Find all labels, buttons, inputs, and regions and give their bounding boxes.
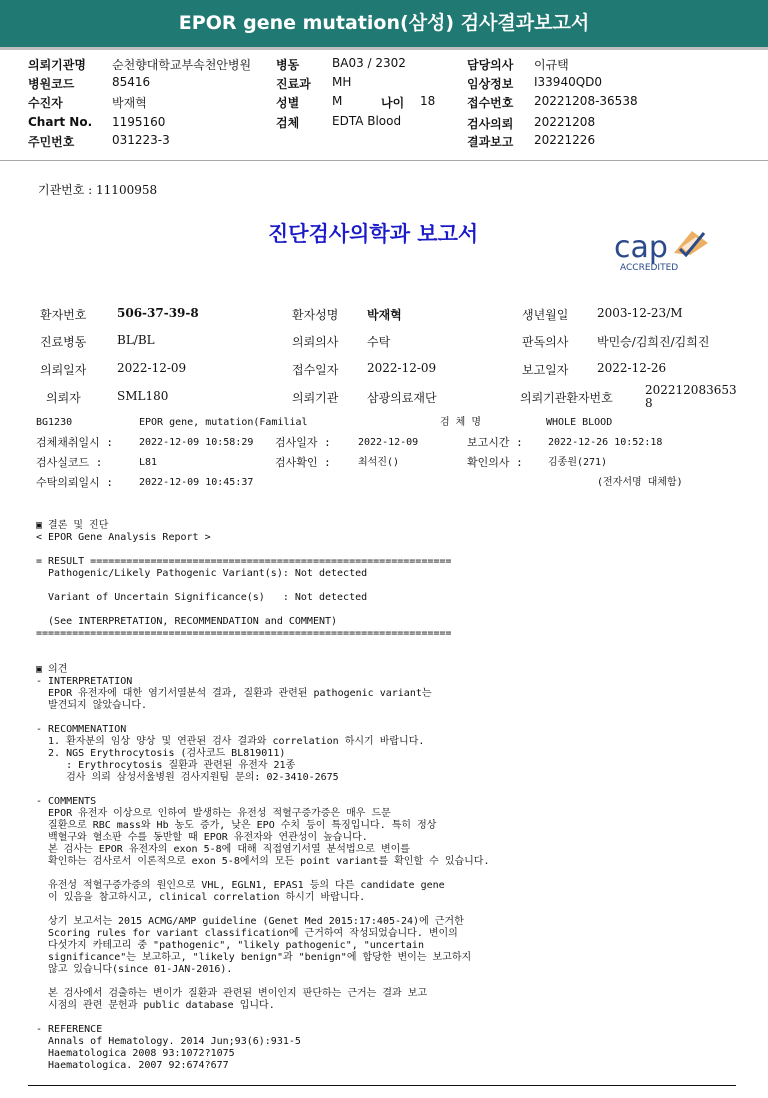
doctor-label: 확인의사 :	[467, 456, 523, 469]
recv-label: 수탁의뢰일시 :	[36, 476, 114, 489]
org-number: 기관번호 : 11100958	[38, 183, 158, 197]
specimen-label: 검 체 명	[440, 417, 482, 428]
report-line: 검사 의뢰 삼성서울병원 검사지원팀 문의: 02-3410-2675	[36, 772, 339, 783]
summary-value: 85416	[112, 75, 151, 89]
patient-value: 8	[645, 396, 653, 410]
header-divider	[0, 47, 768, 50]
signature-note: (전자서명 대체함)	[597, 477, 683, 488]
report-line: 시점의 관련 문헌과 public database 입니다.	[36, 1000, 275, 1011]
report-body	[36, 520, 489, 1072]
summary-label: 병원코드	[28, 77, 75, 91]
summary-value: 18	[420, 94, 436, 108]
report-line: 2. NGS Erythrocytosis (검사코드 BL819011)	[36, 748, 286, 759]
summary-label: 담당의사	[467, 58, 514, 72]
report-line: =====================================================================	[36, 628, 452, 639]
cap-logo-text: cap	[614, 230, 668, 265]
summary-value: 1195160	[112, 115, 166, 129]
summary-label: 접수번호	[467, 96, 514, 110]
patient-label: 환자성명	[292, 308, 339, 322]
patient-label: 의뢰기관	[292, 391, 339, 405]
patient-value: 506-37-39-8	[117, 306, 199, 320]
report-line	[36, 712, 489, 724]
doctor-value: 김종원(271)	[548, 457, 608, 468]
report-line	[36, 976, 489, 988]
report-line: 백혈구와 혈소판 수를 동반할 때 EPOR 유전자와 연관성이 높습니다.	[36, 832, 368, 843]
summary-value: 20221208-36538	[534, 94, 638, 108]
summary-label: 검사의뢰	[467, 117, 514, 131]
summary-label: 성별	[276, 96, 300, 110]
summary-value: I33940QD0	[534, 75, 603, 89]
patient-label: 의뢰기관환자번호	[520, 391, 613, 405]
collect-value: 2022-12-09 10:58:29	[139, 437, 254, 448]
report-line: (See INTERPRETATION, RECOMMENDATION and COMMENT)	[36, 616, 338, 627]
report-line: 본 검사에서 검출하는 변이가 질환과 관련된 변이인지 판단하는 근거는 결과 보고	[36, 988, 428, 999]
summary-value: BA03 / 2302	[332, 56, 406, 70]
summary-value: 031223-3	[112, 133, 170, 147]
summary-value: 순천향대학교부속천안병원	[112, 58, 252, 72]
report-line: 않고 있습니다(since 01-JAN-2016).	[36, 964, 233, 975]
summary-value: 20221226	[534, 133, 596, 147]
patient-label: 의뢰자	[46, 391, 81, 405]
report-line: : Erythrocytosis 질환과 관련된 유전자 21종	[36, 760, 296, 771]
report-line: - RECOMMENATION	[36, 724, 127, 735]
patient-label: 의뢰일자	[40, 363, 87, 377]
patient-value: SML180	[117, 389, 169, 403]
summary-value: M	[332, 94, 343, 108]
report-line	[36, 784, 489, 796]
summary-label: 검체	[276, 116, 300, 130]
patient-label: 생년월일	[522, 308, 569, 322]
bottom-divider	[28, 1085, 736, 1086]
summary-value: 20221208	[534, 115, 596, 129]
confirm-label: 검사확인 :	[275, 456, 331, 469]
test-name: EPOR gene, mutation(Familial	[139, 417, 308, 428]
collect-label: 검체채취일시 :	[36, 436, 114, 449]
report-line: 1. 환자분의 임상 양상 및 연관된 검사 결과와 correlation 하시기 바랍니다.	[36, 736, 425, 747]
patient-value: 2003-12-23/M	[597, 306, 683, 320]
report-line: < EPOR Gene Analysis Report >	[36, 532, 211, 543]
report-line	[36, 904, 489, 916]
patient-label: 접수일자	[292, 363, 339, 377]
report-line	[36, 1012, 489, 1024]
report-line: - INTERPRETATION	[36, 676, 133, 687]
report-line: Haematologica. 2007 92:674?677	[36, 1060, 229, 1071]
report-title: EPOR gene mutation(삼성) 검사결과보고서	[0, 0, 768, 47]
patient-value: 수탁	[367, 335, 391, 349]
summary-value: EDTA Blood	[332, 114, 402, 128]
report-line: = RESULT ============================================================	[36, 556, 452, 567]
summary-value: MH	[332, 75, 352, 89]
patient-label: 환자번호	[40, 308, 87, 322]
summary-label: 진료과	[276, 77, 311, 91]
report-line	[36, 544, 489, 556]
summary-label: 임상정보	[467, 77, 514, 91]
patient-label: 진료병동	[40, 335, 87, 349]
patient-value: BL/BL	[117, 333, 155, 347]
summary-label: 병동	[276, 58, 300, 72]
report-line: EPOR 유전자 이상으로 인하여 발생하는 유전성 적혈구증가증은 매우 드문	[36, 808, 391, 819]
test-code: BG1230	[36, 417, 73, 428]
report-line: 이 있음을 참고하시고, clinical correlation 하시기 바랍니다.	[36, 892, 366, 903]
reporttime-label: 보고시간 :	[467, 436, 523, 449]
report-line: significance"는 보고하고, "likely benign"과 "benign"에 합당한 변이는 보고하지	[36, 952, 472, 963]
summary-value: 박재혁	[112, 96, 147, 110]
report-line: Scoring rules for variant classification에 근거하여 작성되었습니다. 변이의	[36, 928, 458, 939]
summary-divider	[0, 160, 768, 161]
summary-label: 나이	[381, 96, 405, 110]
testdate-value: 2022-12-09	[358, 437, 419, 448]
cap-accredited-logo	[612, 225, 712, 273]
report-line: Variant of Uncertain Significance(s) : Not detected	[36, 592, 368, 603]
report-line: 본 검사는 EPOR 유전자의 exon 5-8에 대해 직접염기서열 분석법으로 변이를	[36, 844, 410, 855]
report-line: ▣ 결론 및 진단	[36, 520, 109, 531]
summary-label: 수진자	[28, 96, 63, 110]
patient-value: 2022-12-26	[597, 361, 667, 375]
recv-value: 2022-12-09 10:45:37	[139, 477, 254, 488]
report-line: ▣ 의견	[36, 664, 68, 675]
patient-value: 삼광의료재단	[367, 391, 437, 405]
report-line: 질환으로 RBC mass와 Hb 농도 증가, 낮은 EPO 수치 등이 특징입니다. 특히 정상	[36, 820, 437, 831]
report-line: Annals of Hematology. 2014 Jun;93(6):931-5	[36, 1036, 301, 1047]
confirm-value: 최석진()	[358, 457, 400, 468]
summary-label: 주민번호	[28, 135, 75, 149]
report-line: 확인하는 검사로서 이론적으로 exon 5-8에서의 모든 point variant를 확인할 수 있습니다.	[36, 856, 490, 867]
room-label: 검사실코드 :	[36, 456, 103, 469]
report-line: 유전성 적혈구증가증의 원인으로 VHL, EGLN1, EPAS1 등의 다른 candidate gene	[36, 880, 445, 891]
summary-value: 이규택	[534, 58, 569, 72]
report-line: Pathogenic/Likely Pathogenic Variant(s): Not detected	[36, 568, 368, 579]
cap-logo-subtext: ACCREDITED	[620, 263, 679, 273]
report-line	[36, 868, 489, 880]
summary-label: 의뢰기관명	[28, 58, 86, 72]
summary-label: Chart No.	[28, 115, 93, 129]
specimen-value: WHOLE BLOOD	[546, 417, 613, 428]
report-line: EPOR 유전자에 대한 염기서열분석 결과, 질환과 관련된 pathogenic variant는	[36, 688, 432, 699]
patient-value: 박재혁	[367, 308, 402, 322]
reporttime-value: 2022-12-26 10:52:18	[548, 437, 663, 448]
patient-value: 2022-12-09	[367, 361, 437, 375]
report-line: 상기 보고서는 2015 ACMG/AMP guideline (Genet Med 2015:17:405-24)에 근거한	[36, 916, 464, 927]
report-line	[36, 640, 489, 652]
patient-label: 의뢰의사	[292, 335, 339, 349]
patient-label: 판독의사	[522, 335, 569, 349]
summary-label: 결과보고	[467, 135, 514, 149]
patient-value: 2022-12-09	[117, 361, 187, 375]
report-line	[36, 652, 489, 664]
patient-value: 202212083653	[645, 383, 737, 397]
report-line	[36, 604, 489, 616]
report-line	[36, 580, 489, 592]
room-value: L81	[139, 457, 158, 468]
report-line: - COMMENTS	[36, 796, 97, 807]
patient-label: 보고일자	[522, 363, 569, 377]
testdate-label: 검사일자 :	[275, 436, 331, 449]
patient-value: 박민승/김희진/김희진	[597, 335, 710, 349]
report-line: - REFERENCE	[36, 1024, 103, 1035]
report-line: Haematologica 2008 93:1072?1075	[36, 1048, 235, 1059]
report-line: 다섯가지 카테고리 중 "pathogenic", "likely pathogenic", "uncertain	[36, 940, 424, 951]
document-title: 진단검사의학과 보고서	[268, 222, 479, 246]
report-line: 발견되지 않았습니다.	[36, 700, 148, 711]
